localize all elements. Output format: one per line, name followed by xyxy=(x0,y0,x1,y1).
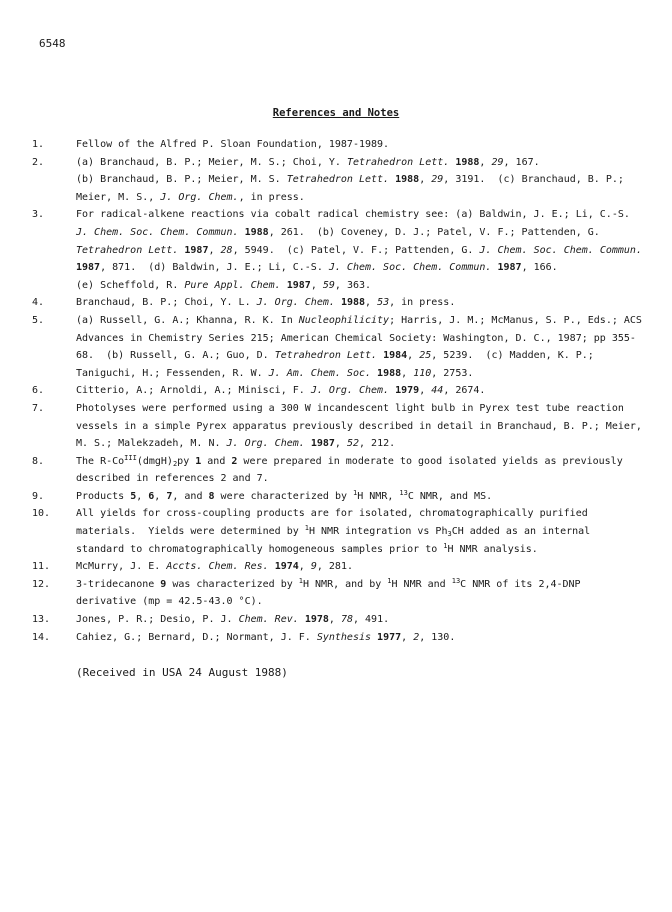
reference-text: (a) Branchaud, B. P.; Meier, M. S.; Choi, Y. Tetrahedron Lett. 1988, 29, 167. (b) Branchaud, B. P.; Meier, M. S. Tetrahedron Lett. 1988, 29, 3191. (c) Branchaud, B. P.; Meier, M. S., J. Org. Chem., in press. xyxy=(76,156,624,203)
reference-6 xyxy=(32,382,642,400)
reference-1 xyxy=(32,136,642,154)
reference-text: All yields for cross-coupling products are for isolated, chromatographically purified materials. Yields were determined by $^1$H NMR integration vs $Ph_3CH$ added as an internal standard to chromatographically homogeneous samples prior to $^1$H NMR analysis. xyxy=(76,508,591,555)
reference-number: 11. xyxy=(32,561,51,573)
reference-9 xyxy=(32,488,642,506)
reference-3 xyxy=(32,206,642,294)
reference-text: Jones, P. R.; Desio, P. J. Chem. Rev. 1978, 78, 491. xyxy=(76,614,390,626)
reference-number: 9. xyxy=(32,490,45,502)
reference-11 xyxy=(32,558,642,576)
reference-list xyxy=(32,136,642,646)
reference-2 xyxy=(32,154,642,207)
reference-number: 8. xyxy=(32,455,45,467)
reference-number: 3. xyxy=(32,209,45,221)
reference-8 xyxy=(32,453,642,488)
reference-number: 5. xyxy=(32,314,45,326)
reference-text: Citterio, A.; Arnoldi, A.; Minisci, F. J. Org. Chem. 1979, 44, 2674. xyxy=(76,385,486,397)
section-title: References and Notes xyxy=(272,107,400,119)
reference-5 xyxy=(32,312,642,382)
page-number: 6548 xyxy=(39,37,66,50)
reference-text: The $R-Co^{III}(dmgH)_2py$ 1 and 2 were prepared in moderate to good isolated yields as previously described in references 2 and 7. xyxy=(76,453,623,485)
reference-text: 3-tridecanone 9 was characterized by $^1$H NMR, and by $^1$H NMR and $^{13}$C NMR of its 2,4-DNP derivative (mp = 42.5-43.0 °C). xyxy=(76,576,581,608)
reference-text: Photolyses were performed using a 300 W incandescent light bulb in Pyrex test tube reaction vessels in a simple Pyrex apparatus previously described in detail in Branchaud, B. P.; Meier, M. S.; Malekzadeh, M. N. J. Org. Chem. 1987, 52, 212. xyxy=(76,402,642,450)
reference-number: 1. xyxy=(32,139,45,150)
reference-number: 6. xyxy=(32,385,45,397)
reference-14 xyxy=(32,629,642,647)
reference-text: Products 5, 6, 7, and 8 were characterized by $^1$H NMR, $^{13}$C NMR, and MS. xyxy=(76,488,493,502)
reference-number: 12. xyxy=(32,578,51,590)
received-date: (Received in USA 24 August 1988) xyxy=(76,666,288,679)
reference-7 xyxy=(32,400,642,453)
reference-number: 4. xyxy=(32,297,45,309)
reference-text: For radical-alkene reactions via cobalt radical chemistry see: (a) Baldwin, J. E.; Li, C.-S. J. Chem. Soc. Chem. Commun. 1988, 261. (b) Coveney, D. J.; Patel, V. F.; Pattenden, G. Tetrahedron Lett. 1987, 28, 5949. (c) Patel, V. F.; Pattenden, G. J. Chem. Soc. Chem. Commun. 1987, 871. (d) Baldwin, J. E.; Li, C.-S. J. Chem. Soc. Chem. Commun. 1987, 166. (e) Scheffold, R. Pure Appl. Chem. 1987, 59, 363. xyxy=(76,209,642,291)
reference-text: Cahiez, G.; Bernard, D.; Normant, J. F. Synthesis 1977, 2, 130. xyxy=(76,631,456,643)
reference-number: 14. xyxy=(32,631,51,643)
reference-4 xyxy=(32,294,642,312)
reference-number: 2. xyxy=(32,156,45,168)
reference-number: 13. xyxy=(32,614,51,626)
reference-13 xyxy=(32,611,642,629)
reference-10 xyxy=(32,505,642,558)
reference-number: 7. xyxy=(32,402,45,414)
reference-text: McMurry, J. E. Accts. Chem. Res. 1974, 9, 281. xyxy=(76,561,353,573)
reference-text: Fellow of the Alfred P. Sloan Foundation, 1987-1989. xyxy=(76,139,390,150)
reference-12 xyxy=(32,576,642,611)
reference-text: (a) Russell, G. A.; Khanna, R. K. In Nucleophilicity; Harris, J. M.; McManus, S. P., Eds.; ACS Advances in Chemistry Series 215; American Chemical Society: Washington, D. C., 1987; pp 355-68. (b) Russell, G. A.; Guo, D. Tetrahedron Lett. 1984, 25, 5239. (c) Madden, K. P.; Taniguchi, H.; Fessenden, R. W. J. Am. Chem. Soc. 1988, 110, 2753. xyxy=(76,314,642,379)
reference-text: Branchaud, B. P.; Choi, Y. L. J. Org. Chem. 1988, 53, in press. xyxy=(76,297,456,309)
reference-number: 10. xyxy=(32,508,51,520)
